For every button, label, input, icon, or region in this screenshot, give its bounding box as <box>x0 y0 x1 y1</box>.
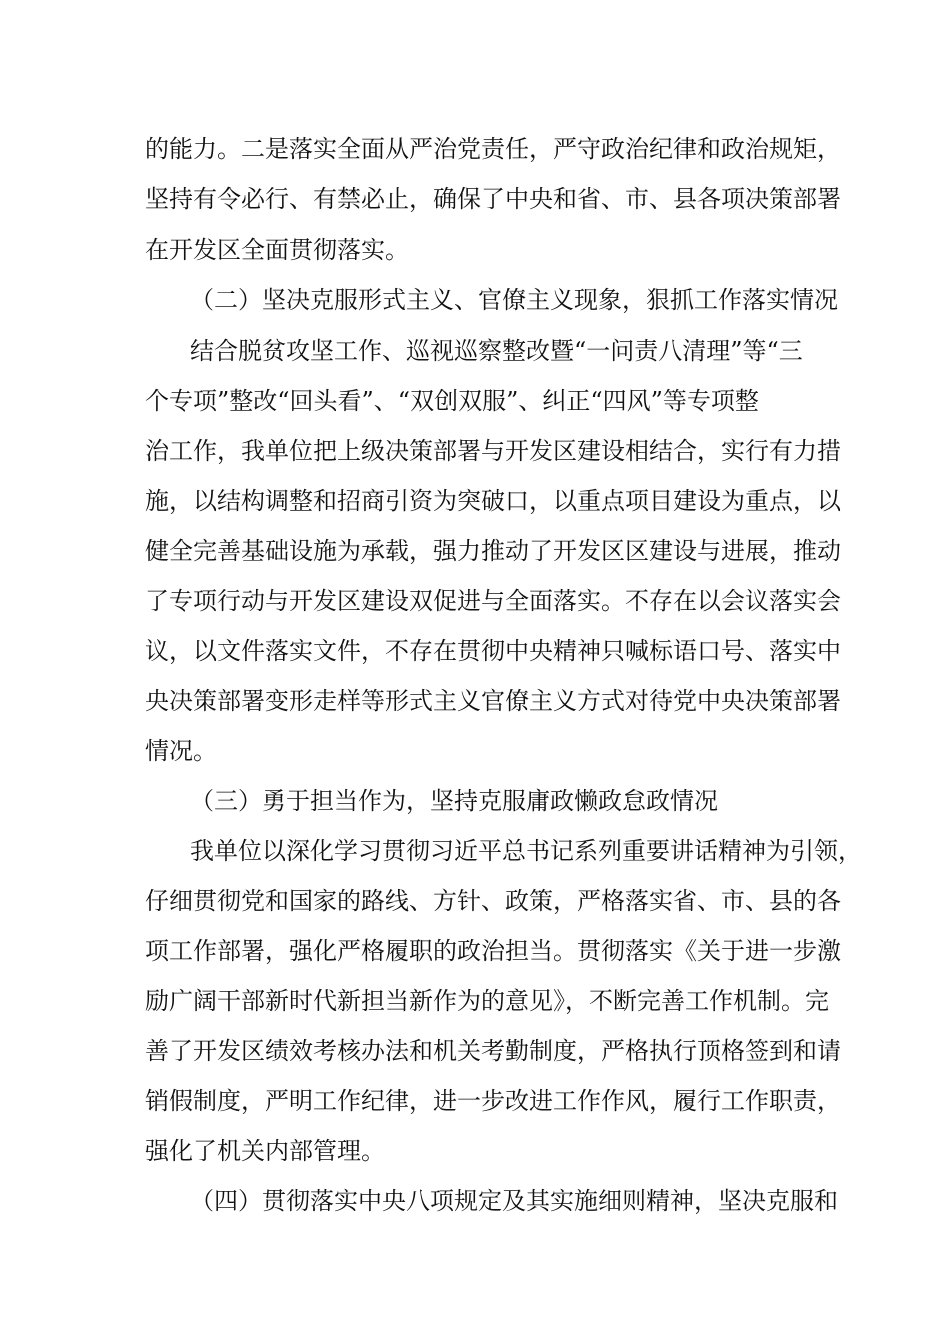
section-heading: （四）贯彻落实中央八项规定及其实施细则精神，坚决克服和 <box>190 1187 838 1215</box>
body-text-line: 坚持有令必行、有禁必止，确保了中央和省、市、县各项决策部署 <box>145 185 841 213</box>
body-text-line: 销假制度，严明工作纪律，进一步改进工作作风，履行工作职责， <box>145 1087 841 1115</box>
body-text-line: 施，以结构调整和招商引资为突破口，以重点项目建设为重点，以 <box>145 487 841 515</box>
body-text-line: 央决策部署变形走样等形式主义官僚主义方式对待党中央决策部署 <box>145 687 841 715</box>
body-text-line: 个专项”整改“回头看”、“双创双服”、纠正“四风”等专项整 <box>145 387 759 415</box>
body-text-line: 的能力。二是落实全面从严治党责任，严守政治纪律和政治规矩， <box>145 135 841 163</box>
body-text-line: 治工作，我单位把上级决策部署与开发区建设相结合，实行有力措 <box>145 437 841 465</box>
body-text-line: 强化了机关内部管理。 <box>145 1137 385 1165</box>
body-text-line: 仔细贯彻党和国家的路线、方针、政策，严格落实省、市、县的各 <box>145 887 841 915</box>
section-heading: （二）坚决克服形式主义、官僚主义现象，狠抓工作落实情况 <box>190 286 838 314</box>
body-text-line: 励广阔干部新时代新担当新作为的意见》，不断完善工作机制。完 <box>145 987 829 1015</box>
body-text-line: 了专项行动与开发区建设双促进与全面落实。不存在以会议落实会 <box>145 587 841 615</box>
body-text-line: 议，以文件落实文件，不存在贯彻中央精神只喊标语口号、落实中 <box>145 637 841 665</box>
body-text-line: 我单位以深化学习贯彻习近平总书记系列重要讲话精神为引领， <box>190 837 862 865</box>
section-heading: （三）勇于担当作为，坚持克服庸政懒政怠政情况 <box>190 787 718 815</box>
body-text-line: 善了开发区绩效考核办法和机关考勤制度，严格执行顶格签到和请 <box>145 1037 841 1065</box>
body-text-line: 健全完善基础设施为承载，强力推动了开发区区建设与进展，推动 <box>145 537 841 565</box>
body-text-line: 结合脱贫攻坚工作、巡视巡察整改暨“一问责八清理”等“三 <box>190 337 803 365</box>
body-text-line: 在开发区全面贯彻落实。 <box>145 236 409 264</box>
body-text-line: 项工作部署，强化严格履职的政治担当。贯彻落实《关于进一步激 <box>145 937 841 965</box>
body-text-line: 情况。 <box>145 737 217 765</box>
